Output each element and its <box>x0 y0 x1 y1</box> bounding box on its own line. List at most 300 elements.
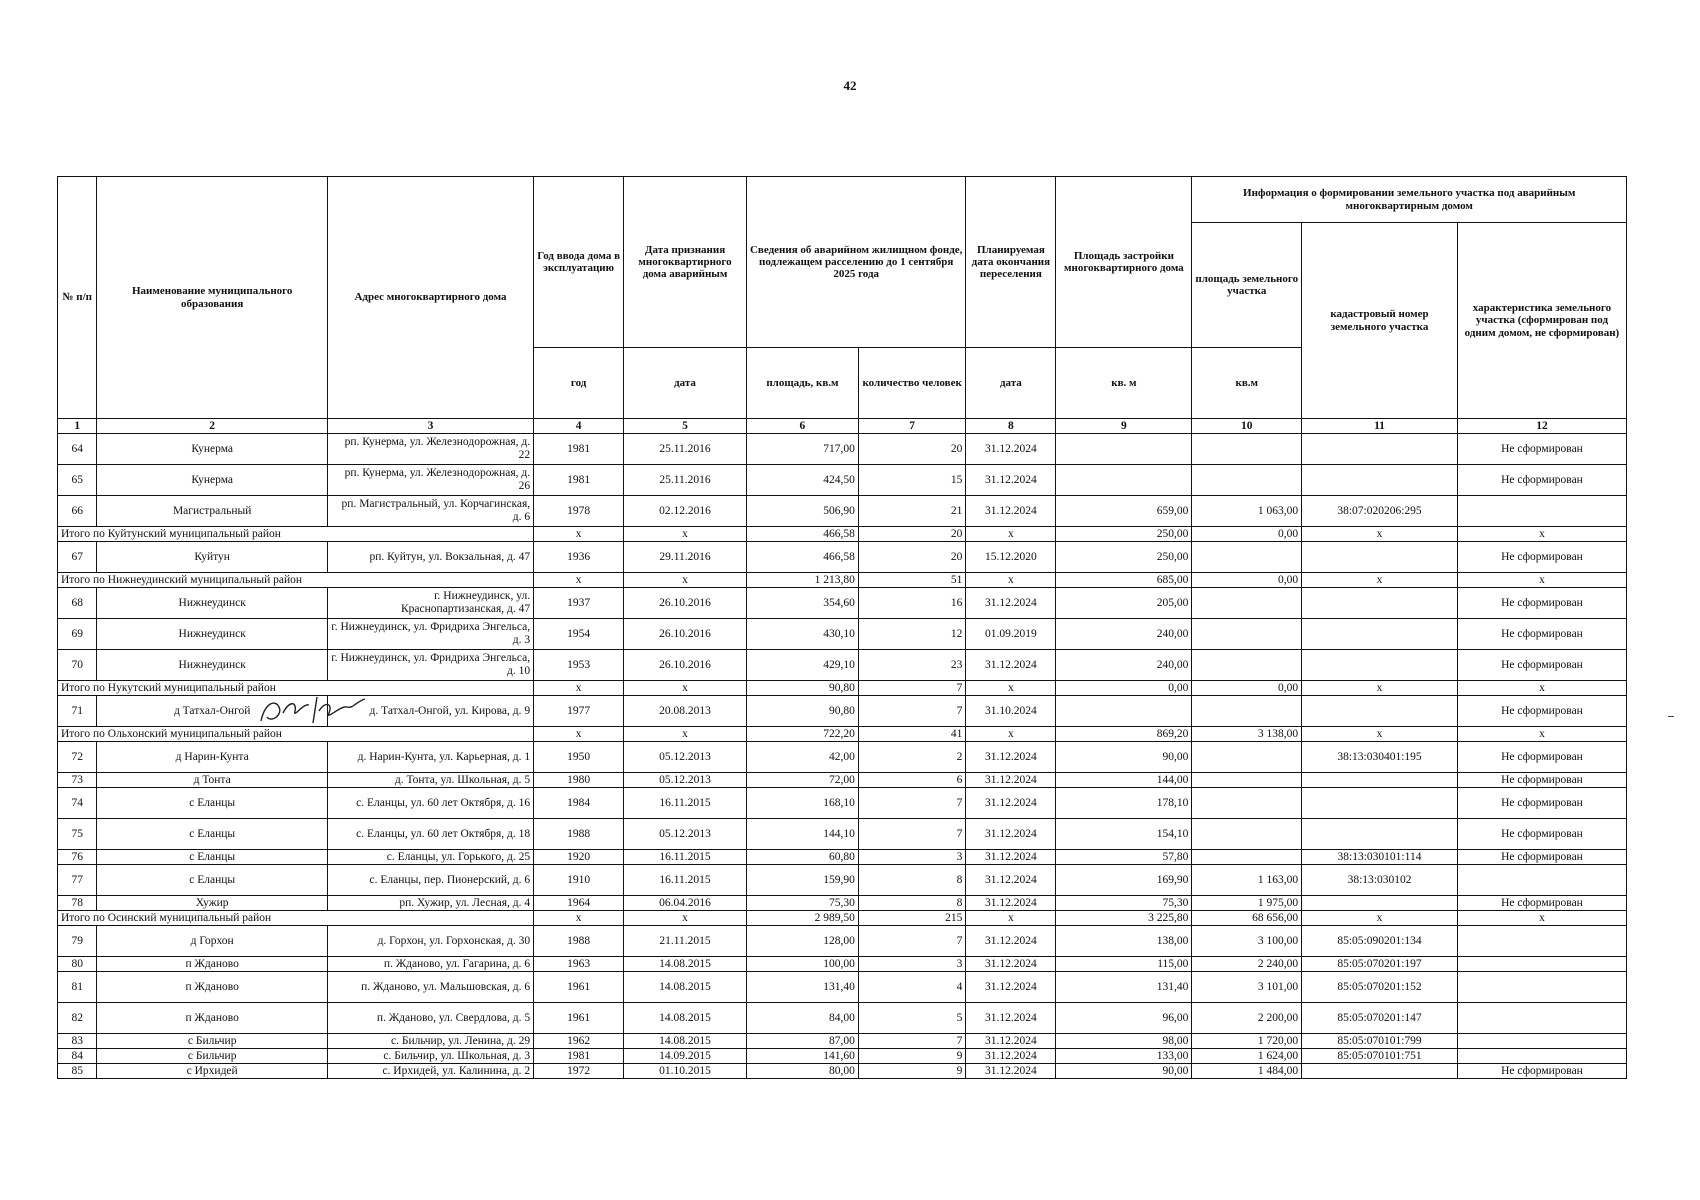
people-cell: 16 <box>858 588 966 619</box>
municipality-cell: д Горхон <box>97 926 327 957</box>
year-cell: 1981 <box>534 1049 624 1064</box>
area-cell: 144,10 <box>746 819 858 850</box>
column-number: 6 <box>746 419 858 434</box>
planned-date-cell: 31.12.2024 <box>966 465 1056 496</box>
table-row <box>58 542 1627 573</box>
row-number-cell: 66 <box>58 496 97 527</box>
area-cell: 84,00 <box>746 1003 858 1034</box>
address-cell: г. Нижнеудинск, ул. Краснопартизанская, д. 47 <box>327 588 533 619</box>
area-cell: 72,00 <box>746 773 858 788</box>
subtotal-label: Итого по Осинский муниципальный район <box>58 911 534 926</box>
address-cell: с. Бильчир, ул. Ленина, д. 29 <box>327 1034 533 1049</box>
address-cell: рп. Куйтун, ул. Вокзальная, д. 47 <box>327 542 533 573</box>
area-cell: 722,20 <box>746 727 858 742</box>
table-header <box>58 177 1627 434</box>
status-cell: x <box>1457 681 1626 696</box>
cadastral-cell <box>1302 819 1458 850</box>
land-area-cell <box>1192 434 1302 465</box>
people-cell: 41 <box>858 727 966 742</box>
cadastral-cell: 38:07:020206:295 <box>1302 496 1458 527</box>
date-cell: x <box>624 527 747 542</box>
row-number-cell: 77 <box>58 865 97 896</box>
header-emergency-fund: Сведения об аварийном жилищном фонде, подлежащем расселению до 1 сентября 2025 года <box>746 177 965 348</box>
people-cell: 2 <box>858 742 966 773</box>
cadastral-cell: 85:05:070201:147 <box>1302 1003 1458 1034</box>
address-cell: рп. Кунерма, ул. Железнодорожная, д. 26 <box>327 465 533 496</box>
address-cell: д. Нарин-Кунта, ул. Карьерная, д. 1 <box>327 742 533 773</box>
cadastral-cell <box>1302 1064 1458 1079</box>
address-cell: г. Нижнеудинск, ул. Фридриха Энгельса, д. 10 <box>327 650 533 681</box>
building-area-cell: 250,00 <box>1056 527 1192 542</box>
date-cell: 06.04.2016 <box>624 896 747 911</box>
address-cell: рп. Кунерма, ул. Железнодорожная, д. 22 <box>327 434 533 465</box>
table-row <box>58 1064 1627 1079</box>
area-cell: 80,00 <box>746 1064 858 1079</box>
row-number-cell: 83 <box>58 1034 97 1049</box>
people-cell: 8 <box>858 896 966 911</box>
cadastral-cell <box>1302 696 1458 727</box>
subtotal-label: Итого по Ольхонский муниципальный район <box>58 727 534 742</box>
area-cell: 168,10 <box>746 788 858 819</box>
municipality-cell: д Тонта <box>97 773 327 788</box>
planned-date-cell: x <box>966 573 1056 588</box>
area-cell: 2 989,50 <box>746 911 858 926</box>
table-row <box>58 1034 1627 1049</box>
cadastral-cell: x <box>1302 527 1458 542</box>
status-cell: Не сформирован <box>1457 742 1626 773</box>
area-cell: 100,00 <box>746 957 858 972</box>
planned-date-cell: 31.12.2024 <box>966 819 1056 850</box>
planned-date-cell: x <box>966 911 1056 926</box>
cadastral-cell <box>1302 465 1458 496</box>
municipality-cell: Нижнеудинск <box>97 619 327 650</box>
building-area-cell: 96,00 <box>1056 1003 1192 1034</box>
address-cell: с. Еланцы, ул. 60 лет Октября, д. 18 <box>327 819 533 850</box>
people-cell: 6 <box>858 773 966 788</box>
address-cell: с. Бильчир, ул. Школьная, д. 3 <box>327 1049 533 1064</box>
status-cell: Не сформирован <box>1457 788 1626 819</box>
row-number-cell: 70 <box>58 650 97 681</box>
area-cell: 429,10 <box>746 650 858 681</box>
municipality-cell: п Жданово <box>97 957 327 972</box>
planned-date-cell: 31.12.2024 <box>966 742 1056 773</box>
row-number-cell: 81 <box>58 972 97 1003</box>
area-cell: 466,58 <box>746 527 858 542</box>
area-cell: 424,50 <box>746 465 858 496</box>
date-cell: 16.11.2015 <box>624 865 747 896</box>
cadastral-cell <box>1302 650 1458 681</box>
year-cell: x <box>534 573 624 588</box>
land-area-cell <box>1192 742 1302 773</box>
planned-date-cell: 31.12.2024 <box>966 773 1056 788</box>
planned-date-cell: x <box>966 727 1056 742</box>
unit-people: количество человек <box>858 348 966 419</box>
people-cell: 3 <box>858 957 966 972</box>
date-cell: 05.12.2013 <box>624 742 747 773</box>
building-area-cell: 659,00 <box>1056 496 1192 527</box>
people-cell: 20 <box>858 434 966 465</box>
cadastral-cell: 38:13:030101:114 <box>1302 850 1458 865</box>
year-cell: 1937 <box>534 588 624 619</box>
row-number-cell: 71 <box>58 696 97 727</box>
date-cell: 05.12.2013 <box>624 773 747 788</box>
year-cell: 1981 <box>534 434 624 465</box>
handwritten-signature <box>253 693 373 731</box>
date-cell: 16.11.2015 <box>624 850 747 865</box>
year-cell: 1953 <box>534 650 624 681</box>
planned-date-cell: 31.12.2024 <box>966 788 1056 819</box>
status-cell: Не сформирован <box>1457 773 1626 788</box>
column-number: 11 <box>1302 419 1458 434</box>
page-number: 42 <box>843 78 857 93</box>
year-cell: 1964 <box>534 896 624 911</box>
land-area-cell: 1 720,00 <box>1192 1034 1302 1049</box>
date-cell: 14.09.2015 <box>624 1049 747 1064</box>
address-cell: рп. Хужир, ул. Лесная, д. 4 <box>327 896 533 911</box>
people-cell: 23 <box>858 650 966 681</box>
row-number-cell: 74 <box>58 788 97 819</box>
area-cell: 430,10 <box>746 619 858 650</box>
land-area-cell <box>1192 819 1302 850</box>
building-area-cell: 138,00 <box>1056 926 1192 957</box>
year-cell: 1963 <box>534 957 624 972</box>
row-number-cell: 73 <box>58 773 97 788</box>
subtotal-row <box>58 573 1627 588</box>
year-cell: 1977 <box>534 696 624 727</box>
building-area-cell: 90,00 <box>1056 742 1192 773</box>
building-area-cell: 685,00 <box>1056 573 1192 588</box>
date-cell: 01.10.2015 <box>624 1064 747 1079</box>
address-cell: г. Нижнеудинск, ул. Фридриха Энгельса, д. 3 <box>327 619 533 650</box>
area-cell: 159,90 <box>746 865 858 896</box>
address-cell: с. Ирхидей, ул. Калинина, д. 2 <box>327 1064 533 1079</box>
date-cell: 14.08.2015 <box>624 1003 747 1034</box>
building-area-cell: 169,90 <box>1056 865 1192 896</box>
header-address: Адрес многоквартирного дома <box>327 177 533 419</box>
people-cell: 7 <box>858 696 966 727</box>
table-row <box>58 788 1627 819</box>
planned-date-cell: 31.12.2024 <box>966 434 1056 465</box>
margin-mark <box>1668 716 1674 717</box>
people-cell: 8 <box>858 865 966 896</box>
row-number-cell: 84 <box>58 1049 97 1064</box>
row-number-cell: 76 <box>58 850 97 865</box>
planned-date-cell: 31.12.2024 <box>966 650 1056 681</box>
planned-date-cell: 31.10.2024 <box>966 696 1056 727</box>
building-area-cell: 205,00 <box>1056 588 1192 619</box>
cadastral-cell: 38:13:030102 <box>1302 865 1458 896</box>
municipality-cell: с Еланцы <box>97 819 327 850</box>
year-cell: 1984 <box>534 788 624 819</box>
building-area-cell: 178,10 <box>1056 788 1192 819</box>
date-cell: x <box>624 573 747 588</box>
address-cell: п. Жданово, ул. Мальшовская, д. 6 <box>327 972 533 1003</box>
row-number-cell: 69 <box>58 619 97 650</box>
people-cell: 4 <box>858 972 966 1003</box>
cadastral-cell <box>1302 542 1458 573</box>
building-area-cell <box>1056 696 1192 727</box>
subtotal-row <box>58 527 1627 542</box>
municipality-cell: Нижнеудинск <box>97 588 327 619</box>
year-cell: 1961 <box>534 1003 624 1034</box>
table-row <box>58 742 1627 773</box>
status-cell <box>1457 1034 1626 1049</box>
status-cell: Не сформирован <box>1457 588 1626 619</box>
planned-date-cell: 31.12.2024 <box>966 926 1056 957</box>
year-cell: x <box>534 911 624 926</box>
table-row <box>58 465 1627 496</box>
date-cell: 26.10.2016 <box>624 588 747 619</box>
land-area-cell: 1 624,00 <box>1192 1049 1302 1064</box>
cadastral-cell <box>1302 434 1458 465</box>
row-number-cell: 80 <box>58 957 97 972</box>
area-cell: 60,80 <box>746 850 858 865</box>
land-area-cell: 1 163,00 <box>1192 865 1302 896</box>
status-cell: Не сформирован <box>1457 819 1626 850</box>
people-cell: 51 <box>858 573 966 588</box>
building-area-cell: 75,30 <box>1056 896 1192 911</box>
building-area-cell: 57,80 <box>1056 850 1192 865</box>
planned-date-cell: 01.09.2019 <box>966 619 1056 650</box>
municipality-cell: Нижнеудинск <box>97 650 327 681</box>
column-number: 12 <box>1457 419 1626 434</box>
land-area-cell <box>1192 542 1302 573</box>
table-row <box>58 1049 1627 1064</box>
cadastral-cell <box>1302 788 1458 819</box>
emergency-housing-table <box>57 176 1627 1079</box>
header-municipality: Наименование муниципального образования <box>97 177 327 419</box>
header-planned-date: Планируемая дата окончания переселения <box>966 177 1056 348</box>
year-cell: 1920 <box>534 850 624 865</box>
municipality-cell: Магистральный <box>97 496 327 527</box>
people-cell: 9 <box>858 1049 966 1064</box>
table-row <box>58 773 1627 788</box>
address-cell: с. Еланцы, ул. 60 лет Октября, д. 16 <box>327 788 533 819</box>
column-numbers-row <box>58 419 1627 434</box>
building-area-cell: 133,00 <box>1056 1049 1192 1064</box>
cadastral-cell <box>1302 896 1458 911</box>
area-cell: 75,30 <box>746 896 858 911</box>
column-number: 8 <box>966 419 1056 434</box>
cadastral-cell: x <box>1302 911 1458 926</box>
column-number: 10 <box>1192 419 1302 434</box>
area-cell: 90,80 <box>746 681 858 696</box>
table-row <box>58 972 1627 1003</box>
status-cell: Не сформирован <box>1457 650 1626 681</box>
subtotal-label: Итого по Нукутский муниципальный район <box>58 681 534 696</box>
date-cell: 26.10.2016 <box>624 619 747 650</box>
table-row <box>58 1003 1627 1034</box>
column-number: 9 <box>1056 419 1192 434</box>
date-cell: x <box>624 727 747 742</box>
municipality-cell: с Еланцы <box>97 865 327 896</box>
municipality-cell: с Бильчир <box>97 1034 327 1049</box>
area-cell: 87,00 <box>746 1034 858 1049</box>
table-row <box>58 434 1627 465</box>
column-number: 5 <box>624 419 747 434</box>
cadastral-cell <box>1302 588 1458 619</box>
header-date-emergency: Дата признания многоквартирного дома аварийным <box>624 177 747 348</box>
people-cell: 7 <box>858 819 966 850</box>
row-number-cell: 72 <box>58 742 97 773</box>
status-cell <box>1457 1003 1626 1034</box>
area-cell: 131,40 <box>746 972 858 1003</box>
unit-sqm: кв. м <box>1056 348 1192 419</box>
building-area-cell: 0,00 <box>1056 681 1192 696</box>
cadastral-cell: x <box>1302 727 1458 742</box>
date-cell: 29.11.2016 <box>624 542 747 573</box>
year-cell: 1962 <box>534 1034 624 1049</box>
cadastral-cell: x <box>1302 681 1458 696</box>
planned-date-cell: 31.12.2024 <box>966 896 1056 911</box>
land-area-cell: 3 100,00 <box>1192 926 1302 957</box>
address-cell: рп. Магистральный, ул. Корчагинская, д. 6 <box>327 496 533 527</box>
planned-date-cell: x <box>966 527 1056 542</box>
year-cell: x <box>534 527 624 542</box>
building-area-cell: 154,10 <box>1056 819 1192 850</box>
cadastral-cell: 85:05:070101:751 <box>1302 1049 1458 1064</box>
subtotal-label: Итого по Нижнеудинский муниципальный район <box>58 573 534 588</box>
cadastral-cell: 85:05:070201:152 <box>1302 972 1458 1003</box>
status-cell: Не сформирован <box>1457 542 1626 573</box>
status-cell: x <box>1457 527 1626 542</box>
cadastral-cell: 85:05:070101:799 <box>1302 1034 1458 1049</box>
status-cell <box>1457 865 1626 896</box>
status-cell: Не сформирован <box>1457 619 1626 650</box>
table-row <box>58 850 1627 865</box>
land-area-cell <box>1192 773 1302 788</box>
land-area-cell <box>1192 619 1302 650</box>
header-cadastral: кадастровый номер земельного участка <box>1302 223 1458 419</box>
land-area-cell <box>1192 788 1302 819</box>
year-cell: 1988 <box>534 819 624 850</box>
header-land-info: Информация о формировании земельного участка под аварийным многоквартирным домом <box>1192 177 1627 223</box>
table-body <box>58 434 1627 1079</box>
address-cell: п. Жданово, ул. Гагарина, д. 6 <box>327 957 533 972</box>
people-cell: 7 <box>858 926 966 957</box>
building-area-cell: 98,00 <box>1056 1034 1192 1049</box>
column-number: 7 <box>858 419 966 434</box>
building-area-cell: 144,00 <box>1056 773 1192 788</box>
column-number: 2 <box>97 419 327 434</box>
cadastral-cell: 85:05:070201:197 <box>1302 957 1458 972</box>
year-cell: 1961 <box>534 972 624 1003</box>
municipality-cell: д Татхал-Онгой <box>97 696 327 727</box>
table-row <box>58 957 1627 972</box>
planned-date-cell: 31.12.2024 <box>966 496 1056 527</box>
land-area-cell: 1 063,00 <box>1192 496 1302 527</box>
planned-date-cell: 31.12.2024 <box>966 850 1056 865</box>
table-row <box>58 588 1627 619</box>
date-cell: 26.10.2016 <box>624 650 747 681</box>
year-cell: 1910 <box>534 865 624 896</box>
row-number-cell: 67 <box>58 542 97 573</box>
planned-date-cell: 31.12.2024 <box>966 865 1056 896</box>
building-area-cell: 115,00 <box>1056 957 1192 972</box>
land-area-cell: 0,00 <box>1192 527 1302 542</box>
table-row <box>58 896 1627 911</box>
planned-date-cell: 31.12.2024 <box>966 1034 1056 1049</box>
subtotal-label: Итого по Куйтунский муниципальный район <box>58 527 534 542</box>
people-cell: 5 <box>858 1003 966 1034</box>
date-cell: x <box>624 911 747 926</box>
date-cell: x <box>624 681 747 696</box>
land-area-cell <box>1192 465 1302 496</box>
year-cell: 1988 <box>534 926 624 957</box>
municipality-cell: с Ирхидей <box>97 1064 327 1079</box>
date-cell: 16.11.2015 <box>624 788 747 819</box>
planned-date-cell: 31.12.2024 <box>966 1064 1056 1079</box>
year-cell: x <box>534 681 624 696</box>
people-cell: 20 <box>858 542 966 573</box>
header-land-characteristic: характеристика земельного участка (сформирован под одним домом, не сформирован) <box>1457 223 1626 419</box>
status-cell: x <box>1457 911 1626 926</box>
date-cell: 20.08.2013 <box>624 696 747 727</box>
status-cell: Не сформирован <box>1457 850 1626 865</box>
municipality-cell: с Бильчир <box>97 1049 327 1064</box>
row-number-cell: 75 <box>58 819 97 850</box>
status-cell: Не сформирован <box>1457 1064 1626 1079</box>
planned-date-cell: 31.12.2024 <box>966 1049 1056 1064</box>
status-cell <box>1457 972 1626 1003</box>
cadastral-cell <box>1302 619 1458 650</box>
planned-date-cell: 31.12.2024 <box>966 972 1056 1003</box>
year-cell: 1978 <box>534 496 624 527</box>
land-area-cell: 3 101,00 <box>1192 972 1302 1003</box>
header-building-area: Площадь застройки многоквартирного дома <box>1056 177 1192 348</box>
year-cell: 1980 <box>534 773 624 788</box>
people-cell: 12 <box>858 619 966 650</box>
people-cell: 20 <box>858 527 966 542</box>
building-area-cell <box>1056 465 1192 496</box>
building-area-cell: 3 225,80 <box>1056 911 1192 926</box>
status-cell: Не сформирован <box>1457 434 1626 465</box>
row-number-cell: 64 <box>58 434 97 465</box>
municipality-cell: с Еланцы <box>97 788 327 819</box>
area-cell: 717,00 <box>746 434 858 465</box>
people-cell: 15 <box>858 465 966 496</box>
year-cell: x <box>534 727 624 742</box>
land-area-cell: 1 484,00 <box>1192 1064 1302 1079</box>
land-area-cell <box>1192 588 1302 619</box>
municipality-cell: п Жданово <box>97 972 327 1003</box>
address-cell: с. Еланцы, пер. Пионерский, д. 6 <box>327 865 533 896</box>
land-area-cell: 2 200,00 <box>1192 1003 1302 1034</box>
table-row <box>58 650 1627 681</box>
land-area-cell: 0,00 <box>1192 681 1302 696</box>
land-area-cell: 3 138,00 <box>1192 727 1302 742</box>
status-cell <box>1457 926 1626 957</box>
cadastral-cell: x <box>1302 573 1458 588</box>
date-cell: 25.11.2016 <box>624 465 747 496</box>
date-cell: 25.11.2016 <box>624 434 747 465</box>
cadastral-cell: 85:05:090201:134 <box>1302 926 1458 957</box>
building-area-cell: 869,20 <box>1056 727 1192 742</box>
address-cell: д. Тонта, ул. Школьная, д. 5 <box>327 773 533 788</box>
status-cell: Не сформирован <box>1457 696 1626 727</box>
column-number: 1 <box>58 419 97 434</box>
date-cell: 14.08.2015 <box>624 957 747 972</box>
area-cell: 1 213,80 <box>746 573 858 588</box>
subtotal-row <box>58 911 1627 926</box>
planned-date-cell: 31.12.2024 <box>966 1003 1056 1034</box>
area-cell: 42,00 <box>746 742 858 773</box>
building-area-cell: 250,00 <box>1056 542 1192 573</box>
planned-date-cell: 15.12.2020 <box>966 542 1056 573</box>
year-cell: 1954 <box>534 619 624 650</box>
date-cell: 14.08.2015 <box>624 972 747 1003</box>
status-cell: x <box>1457 573 1626 588</box>
